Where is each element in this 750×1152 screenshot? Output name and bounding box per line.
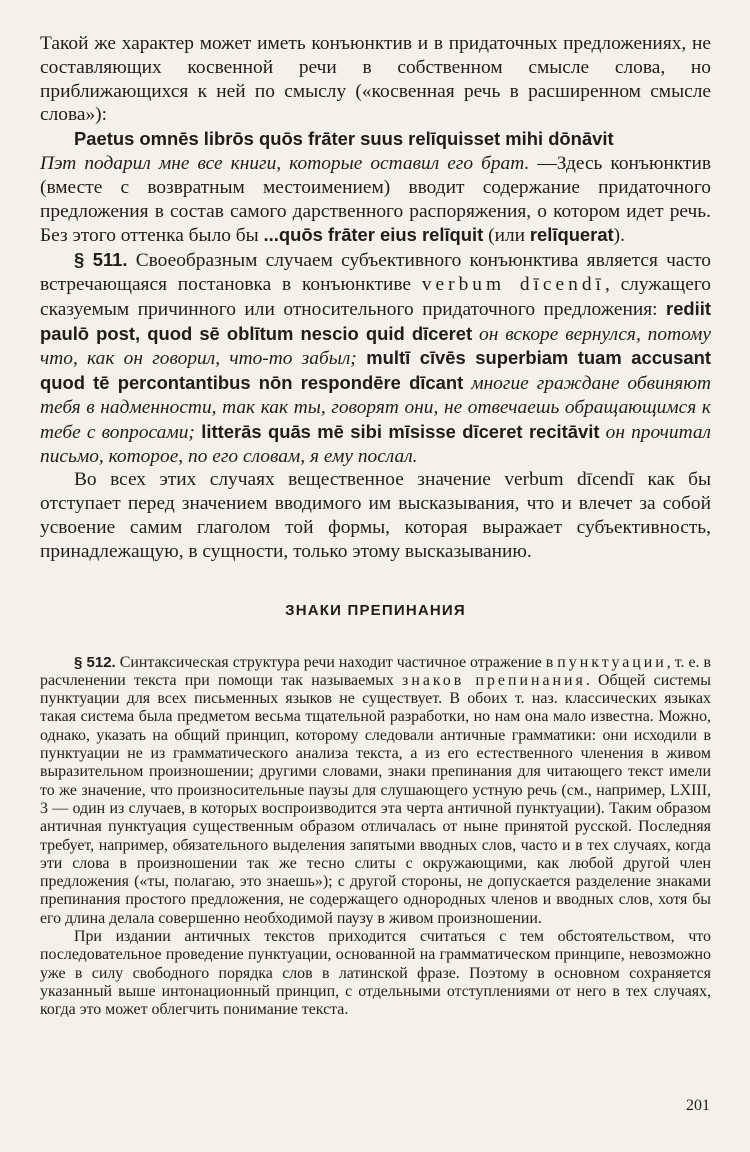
section-number: § 512. [74, 653, 116, 671]
commentary: —Здесь конъюнктив (вместе с возвратным местоимением) вводит содержание придаточного предложения в состав самого дарственного распоряжения, о котором идет речь. Без этого оттенка было бы [40, 152, 711, 247]
body-text: . Общей системы пунктуации для всех письменных языков не существует. В обоих т. наз. классических языках такая система была предметом весьма тщательной разработки, но нам она мало известна. Можно, однако, указать на общий принцип, которому следовали античные грамматики: они исходили в пунктуации не из грамматического анализа текста, а из его естественного членения в живом выразительном произношении; другими словами, знаки препинания для читающего текст имели то же значение, что произносительные паузы для слушающего устную речь (см., например, LXIII, 3 — один из случаев, в которых воспроизводится эта черта античной пунктуации). Таким образом античная пунктуация существенным образом отличалась от ныне принятой русской. Последняя требует, например, обязательного выделения запятыми вводных слов, часто и в тех случаях, когда эти слова в произношении так же тесно слиты с окружающими, как любой другой член предложения («ты, полагаю, это знаешь»); с другой стороны, не допускается разделение знаками препинания простого предложения, не содержащего однородных членов и вводных слов, хотя бы его длина делала совершенно необходимой паузу в живом произношении. [40, 671, 711, 927]
translation: он прочитал письмо, которое, по его словам, я ему послал. [40, 421, 711, 467]
latin-example: ...quōs frāter eius relīquit [263, 224, 484, 246]
translation: многие граждане обвиняют тебя в надменности, так как ты, говорят они, не отвечаешь обращающимся к тебе с вопросами; [40, 373, 711, 443]
paragraph-section-511 [40, 248, 711, 468]
body-text: , т. е. в расчленении текста при помощи так называемых [40, 653, 711, 689]
spaced-term: verbum dīcendī [421, 273, 605, 295]
paragraph-editions: При издании античных текстов приходится считаться с тем обстоятельством, что последовательное проведение пунктуации, основанной на грамматическом принципе, невозможно уже в силу свободного порядка слов в латинской фразе. Поэтому в основном сохраняется указанный выше интонационный принцип, с отдельными отступлениями от него в тех случаях, когда это может облегчить понимание текста. [40, 927, 711, 1019]
section-heading: ЗНАКИ ПРЕПИНАНИЯ [285, 601, 466, 619]
spaced-term: пунктуации [557, 653, 667, 671]
section-number: § 511. [74, 249, 128, 271]
paragraph-section-512 [40, 654, 711, 928]
latin-example: Paetus omnēs librōs quōs frāter suus relīquisset mihi dōnāvit [74, 128, 614, 150]
paragraph-conclusion: Во всех этих случаях вещественное значение verbum dīcendī как бы отступает перед значением вводимого им высказывания, что и влечет за собой усвоение самим глаголом той формы, которая выражает субъективность, принадлежащую, в сущности, только этому высказыванию. [40, 469, 711, 562]
commentary: ). [613, 225, 625, 247]
translation: Пэт подарил мне все книги, которые оставил его брат. [40, 152, 530, 174]
body-text: Своеобразным случаем субъективного конъюнктива является часто встречающаяся постановка в конъюнктиве [40, 250, 712, 295]
paragraph-example-paetus [40, 127, 711, 248]
upper-text [40, 32, 711, 564]
book-page [40, 32, 711, 1019]
latin-example: multī cīvēs superbiam tuam accusant quod tē percontantibus nōn respondēre dīcant [40, 347, 711, 394]
spaced-term: знаков препинания [402, 671, 586, 689]
paragraph-intro: Такой же характер может иметь конъюнктив и в придаточных предложениях, не составляющих косвенной речи в собственном смысле слова, но приближающихся к ней по смыслу («косвенная речь в расширенном смысле слова»): [40, 33, 711, 126]
translation: он вскоре вернулся, потому что, как он говорил, что-то забыл; [40, 323, 712, 370]
page-number: 201 [686, 1097, 710, 1114]
commentary: (или [483, 225, 530, 247]
latin-example: rediit paulō post, quod sē oblītum nescio quid dīceret [40, 297, 711, 344]
latin-example: litterās quās mē sibi mīsisse dīceret recitāvit [194, 420, 600, 442]
body-text: , служащего сказуемым причинного или относительного придаточного предложения: [40, 273, 712, 320]
latin-example: relīquerat [529, 224, 614, 246]
lower-text [40, 654, 711, 1020]
body-text: Синтаксическая структура речи находит частичное отражение в [115, 653, 558, 671]
